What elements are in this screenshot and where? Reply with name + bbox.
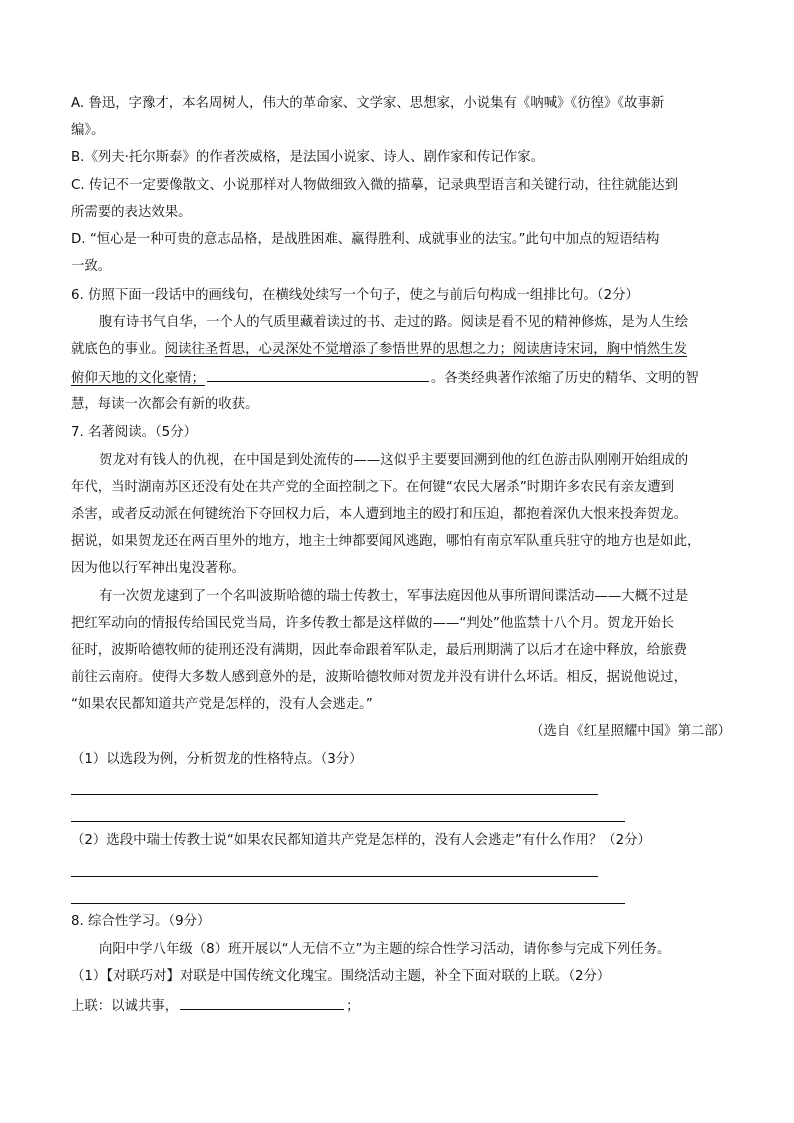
- q7-para1-line2: 年代，当时湖南苏区还没有处在共产党的全面控制之下。在何键“农民大屠杀”时期许多农民有亲友遭到: [71, 480, 675, 495]
- q8-couplet-label: 上联：以诚共事，: [71, 999, 179, 1014]
- q8-subquestion-1: （1）【对联巧对】对联是中国传统文化瑰宝。围绕活动主题，补全下面对联的上联。（2分）: [71, 969, 611, 984]
- q7-para1-line3: 杀害，或者反动派在何键统治下夺回权力后，本人遭到地主的殴打和压迫，都抱着深仇大恨来投奔贺龙。: [71, 507, 687, 522]
- q7-para1-line1: 贺龙对有钱人的仇视，在中国是到处流传的——这似乎主要要回溯到他的红色游击队刚刚开始组成的: [99, 453, 689, 468]
- q6-passage-after-blank: 。各类经典著作浓缩了历史的精华、文明的智: [430, 371, 699, 386]
- q6-answer-blank[interactable]: [207, 367, 429, 382]
- q8-intro: 向阳中学八年级（8）班开展以“人无信不立”为主题的综合性学习活动，请你参与完成下列任务。: [99, 942, 671, 957]
- q7-para2-line5: “如果农民都知道共产党是怎样的，没有人会逃走。”: [71, 697, 373, 712]
- q6-passage-line4: 慧，每读一次都会有新的收获。: [71, 397, 259, 412]
- q7-sub2-answer-line-1[interactable]: [71, 876, 598, 877]
- q6-passage-plain: 就底色的事业。: [71, 342, 165, 357]
- q5-option-b: B.《列夫·托尔斯泰》的作者茨威格，是法国小说家、诗人、剧作家和传记作家。: [71, 150, 544, 165]
- q7-title: 7. 名著阅读。（5分）: [71, 425, 197, 440]
- q5-option-d-line1: D. “恒心是一种可贵的意志品格，是战胜困难、赢得胜利、成就事业的法宝。”此句中加点的短语结构: [71, 232, 660, 247]
- q8-couplet-end: ；: [346, 999, 360, 1014]
- q7-para2-line4: 前往云南府。使得大多数人感到意外的是，波斯哈德牧师对贺龙并没有讲什么坏话。相反，据说他说过，: [71, 670, 687, 685]
- q6-passage-line2: [71, 340, 731, 360]
- q8-couplet-answer-blank[interactable]: [180, 995, 344, 1010]
- q7-para2-line2: 把红军动向的情报传给国民党当局，许多传教士都是这样做的——“判处”他监禁十八个月。贺龙开始长: [71, 616, 675, 631]
- q6-passage-line1: 腹有诗书气自华，一个人的气质里藏着读过的书、走过的路。阅读是看不见的精神修炼，是为人生绘: [99, 315, 689, 330]
- q8-title: 8. 综合性学习。（9分）: [71, 914, 211, 929]
- q7-para2-line3: 征时，波斯哈德牧师的徒刑还没有满期，因此奉命跟着军队走，最后刑期满了以后才在途中释放，给旅费: [71, 643, 687, 658]
- q7-sub1-answer-line-1[interactable]: [71, 794, 598, 795]
- q7-subquestion-2: （2）选段中瑞士传教士说“如果农民都知道共产党是怎样的，没有人会逃走”有什么作用？（2分）: [71, 833, 651, 848]
- q7-source: （选自《红星照耀中国》第二部）: [530, 724, 731, 739]
- q7-para1-line5: 因为他以行军神出鬼没著称。: [71, 561, 246, 576]
- q5-option-c-line2: 所需要的表达效果。: [71, 205, 192, 220]
- q8-couplet-line: [71, 995, 731, 1017]
- q5-option-c-line1: C. 传记不一定要像散文、小说那样对人物做细致入微的描摹，记录典型语言和关键行动，往往就能达到: [71, 178, 679, 193]
- q6-underlined-sentence: 阅读往圣哲思，心灵深处不觉增添了参悟世界的思想之力；阅读唐诗宋词，胸中悄然生发: [164, 342, 687, 357]
- q7-para1-line4: 据说，如果贺龙还在两百里外的地方，地主士绅都要闻风逃跑，哪怕有南京军队重兵驻守的地方也是如此，: [71, 534, 701, 549]
- q6-passage-line3: [71, 367, 731, 389]
- q6-underlined-sentence-end: 俯仰天地的文化豪情；: [71, 371, 205, 386]
- q6-title: 6. 仿照下面一段话中的画线句，在横线处续写一个句子，使之与前后句构成一组排比句。（2分）: [71, 288, 639, 303]
- q5-option-a-line2: 编》。: [71, 123, 105, 138]
- q7-sub2-answer-line-2[interactable]: [71, 903, 625, 904]
- q5-option-d-line2: 一致。: [71, 259, 112, 274]
- q7-subquestion-1: （1）以选段为例，分析贺龙的性格特点。（3分）: [71, 752, 363, 767]
- q7-sub1-answer-line-2[interactable]: [71, 821, 625, 822]
- q5-option-a-line1: A. 鲁迅，字豫才，本名周树人，伟大的革命家、文学家、思想家，小说集有《呐喊》《彷徨》《故事新: [71, 96, 665, 111]
- q7-para2-line1: 有一次贺龙逮到了一个名叫波斯哈德的瑞士传教士，军事法庭因他从事所谓间谍活动——大概不过是: [99, 589, 689, 604]
